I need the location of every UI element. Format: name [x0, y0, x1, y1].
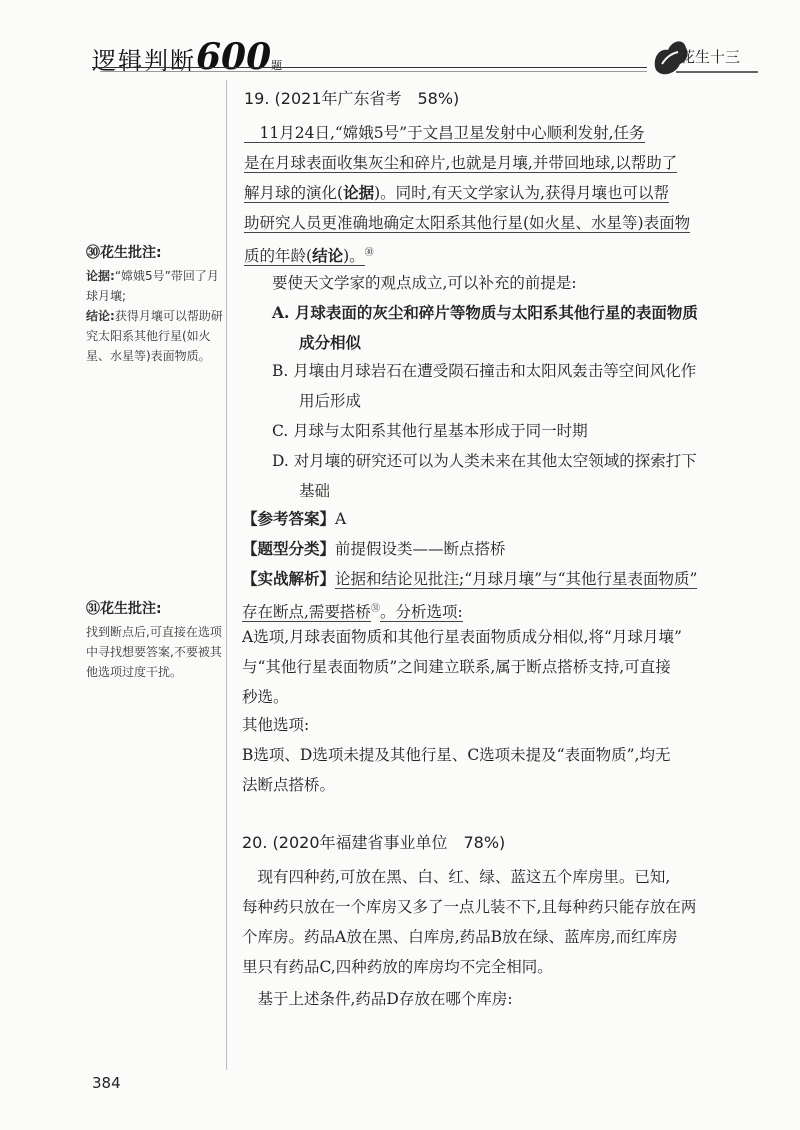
logo-text: 花生十三 [680, 48, 741, 66]
note31-title: ㉛花生批注: [86, 601, 162, 617]
page-number: 384 [92, 1074, 121, 1092]
analysis-line2: 存在断点,需要搭桥 [242, 603, 371, 622]
q19-conclusion-tag: 结论 [312, 246, 344, 266]
q19-answer-value: A [335, 510, 347, 528]
q19-option-b: B. 月壤由月球岩石在遭受陨石撞击和太阳风轰击等空间风化作 用后形成 [272, 362, 697, 410]
note30-label2: 结论: [86, 309, 115, 323]
q19-type: 【题型分类】前提假设类——断点搭桥 [242, 539, 506, 558]
q19-option-a: A. 月球表面的灰尘和碎片等物质与太阳系其他行星的表面物质 成分相似 [272, 303, 698, 352]
q19-note-ref: ㉚ [364, 248, 374, 258]
q19-stem: 要使天文学家的观点成立,可以补充的前提是: [272, 274, 577, 292]
q19-paragraph [244, 118, 690, 271]
q20-paragraph: 现有四种药,可放在黑、白、红、绿、蓝这五个库房里。已知, 每种药只放在一个库房又多了一点儿装不下,且每种药只能存放在两 个库房。药品A放在黑、白库房,药品B放在绿、蓝库房,而红库房 里只有药品C,四种药放的库房均不完全相同。 [242, 868, 697, 976]
note31-text: 找到断点后,可直接在选项中寻找想要答案,不要被其他选项过度干扰。 [86, 625, 222, 679]
note30-label1: 论据: [86, 269, 115, 283]
header-rule [92, 67, 647, 68]
q19-answer: 【参考答案】A [242, 509, 347, 528]
sidebar-note-30 [86, 242, 224, 366]
q19-analysis: 【实战解析】论据和结论见批注;“月球月壤”与“其他行星表面物质” 存在断点,需要搭桥$^㉛$。分析选项: [242, 569, 698, 622]
q19-line4: 助研究人员更准确地确定太阳系其他行星(如火星、水星等)表面物 [244, 214, 691, 232]
note30-text2: 获得月壤可以帮助研究太阳系其他行星(如火星、水星等)表面物质。 [86, 309, 223, 363]
note30-title: ㉚花生批注: [86, 245, 162, 261]
title-number: 600 [196, 36, 272, 78]
title-suffix: 题 [271, 59, 283, 72]
q19-header: 19. (2021年广东省考 58%) [244, 89, 460, 108]
q20-stem: 基于上述条件,药品D存放在哪个库房: [242, 990, 513, 1008]
q19-line1: 11月24日,“嫦娥5号”于文昌卫星发射中心顺利发射,任务 [244, 124, 645, 142]
q19-option-a-analysis: A选项,月球表面物质和其他行星表面物质成分相似,将“月球月壤” 与“其他行星表面物质”之间建立联系,属于断点搭桥支持,可直接 秒选。 [242, 628, 682, 706]
q20-header: 20. (2020年福建省事业单位 78%) [242, 833, 506, 852]
header-rule-thin [100, 71, 647, 72]
title-prefix: 逻辑判断 [92, 47, 196, 75]
q19-others-analysis: B选项、D选项未提及其他行星、C选项未提及“表面物质”,均无 法断点搭桥。 [242, 746, 671, 794]
q19-line2: 是在月球表面收集灰尘和碎片,也就是月壤,并带回地球,以帮助了 [244, 154, 678, 172]
q19-argument-tag: 论据 [343, 183, 375, 202]
note30-text1: “嫦娥5号”带回了月球月壤; [86, 269, 219, 303]
q19-line3: 解月球的演化(论据)。同时,有天文学家认为,获得月壤也可以帮 [244, 183, 669, 202]
analysis-line1: 论据和结论见批注;“月球月壤”与“其他行星表面物质” [335, 570, 698, 588]
margin-rule [226, 80, 227, 1070]
note30-conclusion [86, 306, 224, 366]
q19-type-value: 前提假设类——断点搭桥 [335, 540, 506, 558]
q19-option-d: D. 对月壤的研究还可以为人类未来在其他太空领域的探索打下 基础 [272, 452, 697, 500]
q19-option-c: C. 月球与太阳系其他行星基本形成于同一时期 [272, 422, 588, 440]
sidebar-note-31 [86, 598, 224, 682]
q19-others-title: 其他选项: [242, 716, 310, 734]
note30-argument [86, 266, 224, 306]
q19-line5: 质的年龄(结论)。 [244, 246, 365, 266]
